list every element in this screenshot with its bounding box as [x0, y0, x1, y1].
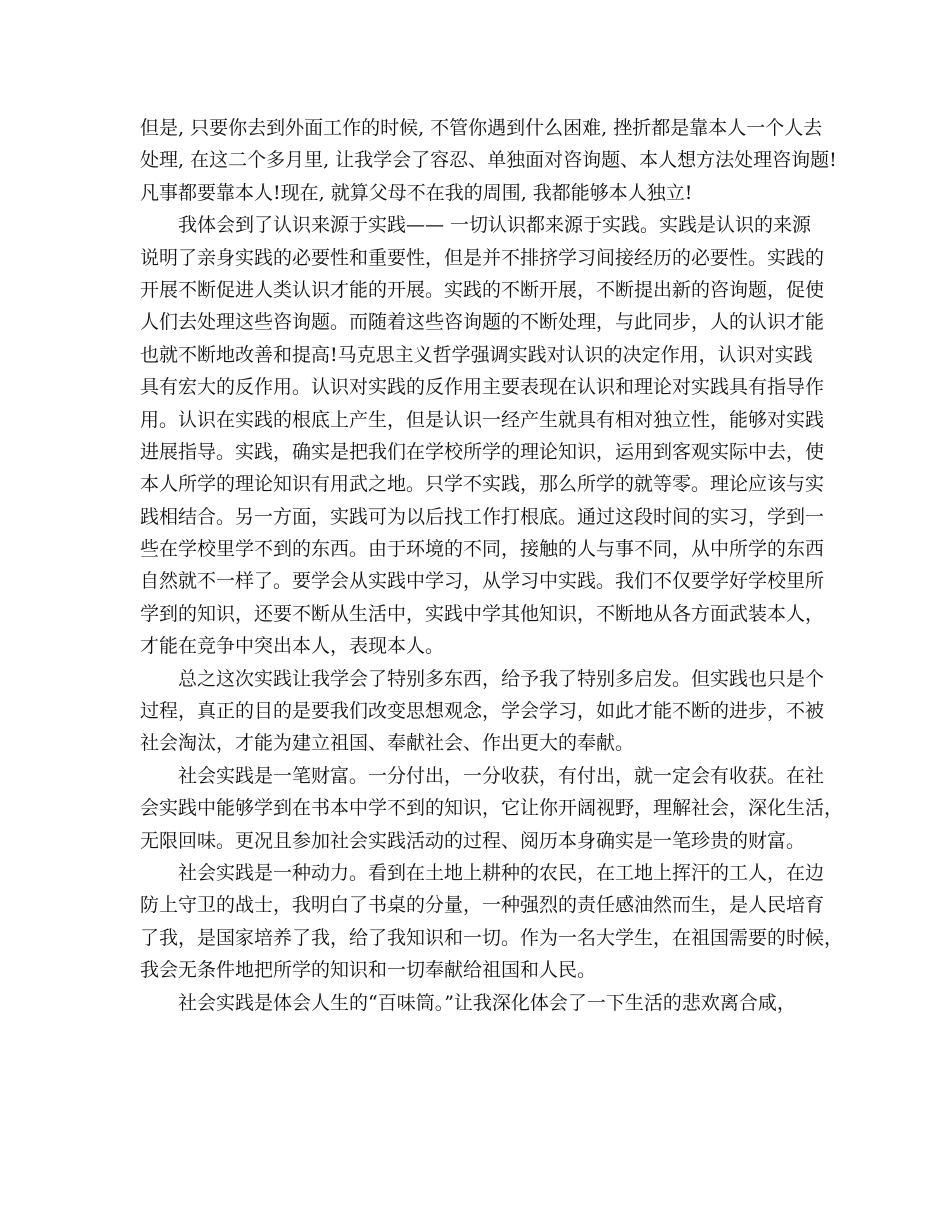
- paragraph-first-line: 社会实践是一笔财富。一分付出，一分收获，有付出，就一定会有收获。在社: [178, 764, 825, 787]
- paragraph-line: 些在学校里学不到的东西。由于环境的不同，接触的人与事不同，从中所学的东西: [140, 538, 825, 561]
- paragraph-line: 学到的知识，还要不断从生活中，实践中学其他知识，不断地从各方面武装本人，: [140, 602, 825, 625]
- paragraph-line: 本人所学的理论知识有用武之地。只学不实践，那么所学的就等零。理论应该与实: [140, 473, 825, 496]
- paragraph-line: 无限回味。更况且参加社会实践活动的过程、阅历本身确实是一笔珍贵的财富。: [140, 829, 806, 852]
- paragraph-first-line: 社会实践是体会人生的“百味筒。”让我深化体会了一下生活的悲欢离合咸，: [178, 991, 796, 1014]
- paragraph-line: 也就不断地改善和提高!马克思主义哲学强调实践对认识的决定作用，认识对实践: [140, 343, 813, 366]
- paragraph-line: 才能在竞争中突出本人，表现本人。: [140, 635, 445, 658]
- document-body: [140, 112, 844, 1019]
- paragraph-line: 说明了亲身实践的必要性和重要性，但是并不排挤学习间接经历的必要性。实践的: [140, 246, 825, 269]
- paragraph-first-line: 社会实践是一种动力。看到在土地上耕种的农民，在工地上挥汗的工人，在边: [178, 861, 825, 884]
- paragraph-line: 处理, 在这二个多月里, 让我学会了容忍、单独面对咨询题、本人想方法处理咨询题!: [140, 149, 837, 172]
- paragraph-first-line: 我体会到了认识来源于实践—— 一切认识都来源于实践。实践是认识的来源: [178, 214, 812, 237]
- paragraph-line: 凡事都要靠本人!现在, 就算父母不在我的周围, 我都能够本人独立!: [140, 181, 693, 204]
- paragraph-line: 过程，真正的目的是要我们改变思想观念，学会学习，如此才能不断的进步，不被: [140, 700, 825, 723]
- paragraph-line: 践相结合。另一方面，实践可为以后找工作打根底。通过这段时间的实习，学到一: [140, 505, 825, 528]
- paragraph-line: 我会无条件地把所学的知识和一切奉献给祖国和人民。: [140, 959, 597, 982]
- paragraph-line: 具有宏大的反作用。认识对实践的反作用主要表现在认识和理论对实践具有指导作: [140, 376, 825, 399]
- paragraph-line: 了我，是国家培养了我，给了我知识和一切。作为一名大学生，在祖国需要的时候，: [140, 926, 844, 949]
- paragraph-line: 用。认识在实践的根底上产生，但是认识一经产生就具有相对独立性，能够对实践: [140, 408, 825, 431]
- paragraph-line: 自然就不一样了。要学会从实践中学习，从学习中实践。我们不仅要学好学校里所: [140, 570, 825, 593]
- paragraph-line: 防上守卫的战士，我明白了书桌的分量，一种强烈的责任感油然而生，是人民培育: [140, 894, 825, 917]
- paragraph-line: 会实践中能够学到在书本中学不到的知识，它让你开阔视野，理解社会，深化生活，: [140, 797, 844, 820]
- paragraph-line: 但是, 只要你去到外面工作的时候, 不管你遇到什么困难, 挫折都是靠本人一个人去: [140, 117, 823, 139]
- paragraph-line: 进展指导。实践，确实是把我们在学校所学的理论知识，运用到客观实际中去，使: [140, 440, 825, 463]
- paragraph-line: 社会淘汰，才能为建立祖国、奉献社会、作出更大的奉献。: [140, 732, 635, 755]
- paragraph-first-line: 总之这次实践让我学会了特别多东西，给予我了特别多启发。但实践也只是个: [178, 667, 825, 690]
- paragraph-line: 开展不断促进人类认识才能的开展。实践的不断开展，不断提出新的咨询题，促使: [140, 278, 825, 301]
- paragraph-line: 人们去处理这些咨询题。而随着这些咨询题的不断处理，与此同步，人的认识才能: [140, 311, 825, 334]
